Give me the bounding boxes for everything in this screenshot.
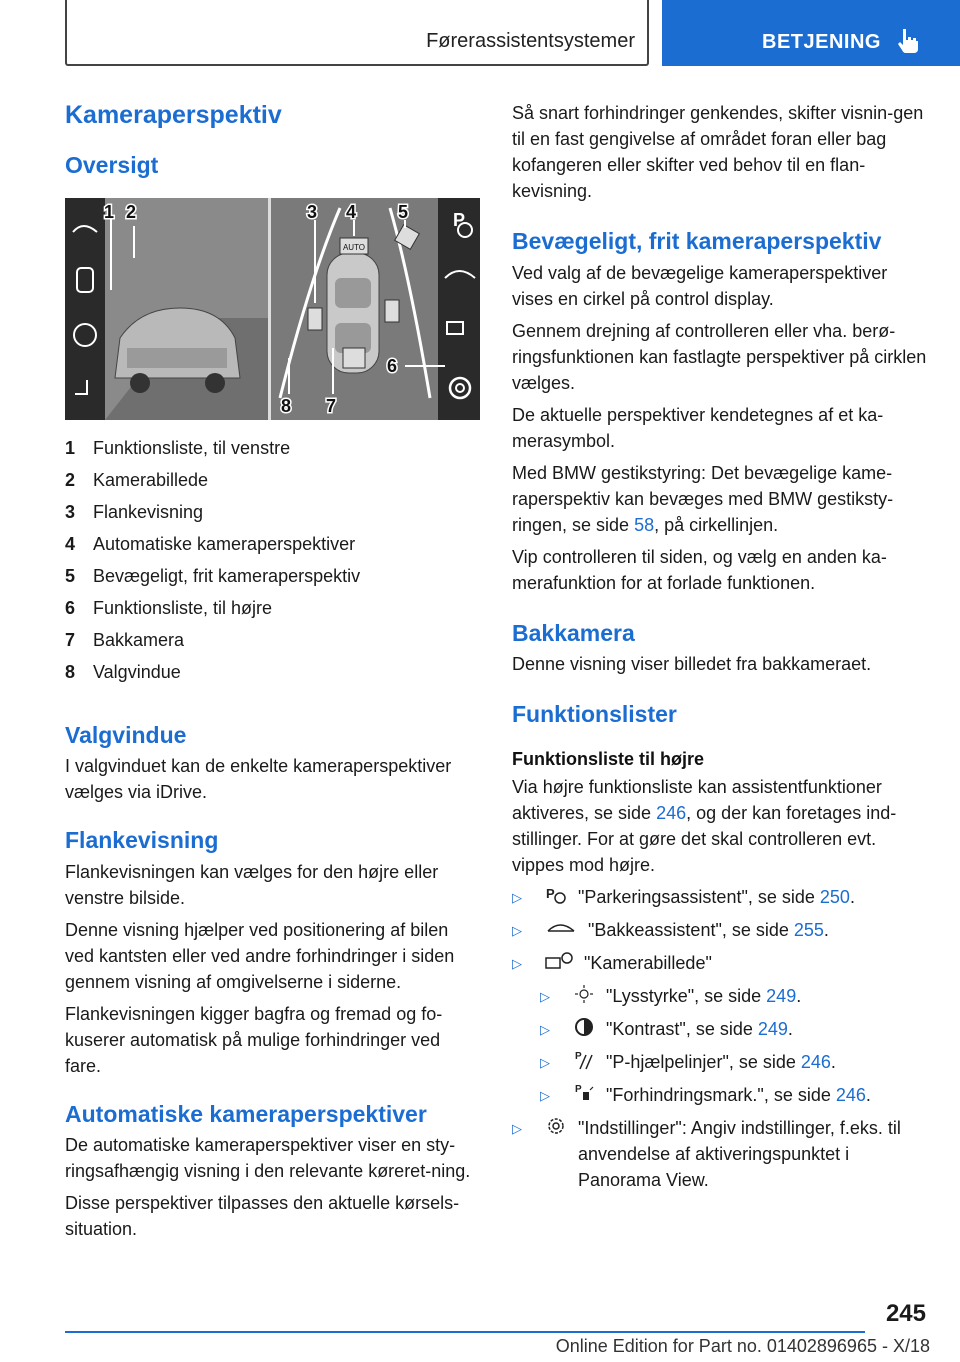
triangle-bullet-icon: ▷ — [540, 1021, 550, 1037]
header-section-title: Førerassistentsystemer — [426, 30, 635, 52]
list-item: ▷ P "Forhindringsmark.", se side 246. — [540, 1082, 927, 1109]
camera-settings-icon — [542, 950, 576, 972]
figure-legend — [65, 432, 480, 688]
legend-item: 1 Funktionsliste, til venstre — [65, 437, 291, 458]
triangle-bullet-icon: ▷ — [512, 889, 522, 905]
triangle-bullet-icon: ▷ — [512, 922, 522, 938]
gear-icon — [542, 1115, 570, 1137]
svg-text:P: P — [453, 209, 466, 230]
auto-p2: Disse perspektiver tilpasses den aktuelle kørsels-situation. — [65, 1193, 460, 1240]
callout-1: 1 — [104, 201, 115, 222]
svg-text:P: P — [546, 885, 555, 901]
parking-assistant-icon — [542, 884, 570, 906]
list-item: ▷ "Lysstyrke", se side 249. — [540, 983, 927, 1010]
left-column — [65, 100, 480, 1242]
free-p2: Gennem drejning af controlleren eller vha. berø-ringsfunktionen kan fastlagte perspektiver på cirklen vælges. — [512, 320, 927, 393]
triangle-bullet-icon: ▷ — [512, 1120, 522, 1136]
callout-3: 3 — [307, 201, 318, 222]
intro-paragraph: Så snart forhindringer genkendes, skifter visnin-gen til en fast gengivelse af området foran eller bag kofangeren eller skifter ved behov til en flan-kevisning. — [512, 103, 924, 201]
auto-p1: De automatiske kameraperspektiver viser en sty-ringsafhængig visning i den relevante køreret-ning. — [65, 1135, 471, 1182]
brightness-icon — [570, 983, 598, 1005]
camera-view-figure — [65, 198, 480, 420]
free-p5: Vip controlleren til siden, og vælg en anden ka-merafunktion for at forlade funktionen. — [512, 546, 887, 593]
legend-item: 3 Flankevisning — [65, 501, 204, 522]
legend-item: 7 Bakkamera — [65, 629, 185, 650]
page-link[interactable]: 246 — [800, 1051, 831, 1072]
contrast-icon — [570, 1016, 598, 1038]
list-item: ▷ "Kontrast", se side 249. — [540, 1016, 927, 1043]
page-link[interactable]: 250 — [819, 886, 850, 907]
flankevisning-p3: Flankevisningen kigger bagfra og fremad og fo-kuserer automatisk på mulige forhindringer ved fare. — [65, 1003, 443, 1076]
page-link[interactable]: 246 — [835, 1084, 866, 1105]
free-p4: Med BMW gestikstyring: Det bevægelige kame-raperspektiv kan bevæges med BMW gestiksty-ringen, se side 58, på cirkellinjen. — [512, 462, 894, 535]
callout-2: 2 — [126, 201, 137, 222]
list-item: ▷ P "Parkeringsassistent", se side 250. — [512, 884, 927, 911]
triangle-bullet-icon: ▷ — [540, 1087, 550, 1103]
list-item: ▷ "Kamerabillede" — [512, 950, 927, 977]
page-link[interactable]: 249 — [766, 985, 797, 1006]
valgvindue-text: I valgvinduet kan de enkelte kameraperspektiver vælges via iDrive. — [65, 756, 452, 803]
bakkamera-text: Denne visning viser billedet fra bakkameraet. — [512, 654, 872, 675]
legend-item: 2 Kamerabillede — [65, 469, 209, 490]
callout-7: 7 — [326, 395, 337, 416]
flankevisning-p1: Flankevisningen kan vælges for den højre eller venstre bilside. — [65, 861, 439, 908]
flankevisning-p2: Denne visning hjælper ved positionering af bilen ved kantsten eller ved andre forhindringer i siden gennem visning af omgivelserne i siderne. — [65, 919, 455, 992]
right-column — [512, 100, 927, 1199]
page-link[interactable]: 255 — [793, 919, 824, 940]
callout-4: 4 — [346, 201, 357, 222]
free-p1: Ved valg af de bevægelige kameraperspektiver vises en cirkel på control display. — [512, 262, 888, 309]
funktionslister-heading: Funktionslister — [512, 701, 677, 728]
reverse-assistant-icon — [542, 917, 580, 939]
page-number: 245 — [885, 1300, 926, 1327]
free-perspective-heading: Bevægeligt, frit kameraperspektiv — [512, 228, 882, 254]
page-title: Kameraperspektiv — [65, 101, 282, 129]
triangle-bullet-icon: ▷ — [540, 1054, 550, 1070]
parking-guidelines-icon — [570, 1049, 598, 1071]
callout-8: 8 — [281, 395, 292, 416]
camera-view-illustration — [65, 198, 480, 420]
bakkamera-heading: Bakkamera — [512, 619, 635, 646]
camera-sub-list — [540, 983, 927, 1109]
callout-6: 6 — [387, 355, 398, 376]
funktionsliste-text: Via højre funktionsliste kan assistentfunktioner aktiveres, se side 246, og der kan foretages ind-stillinger. For at gøre det skal controlleren evt. vippes mod højre. — [512, 776, 897, 875]
page-link[interactable]: 249 — [757, 1018, 788, 1039]
footer-divider — [65, 1331, 865, 1333]
svg-text:P: P — [575, 1050, 582, 1062]
auto-heading: Automatiske kameraperspektiver — [65, 1100, 427, 1127]
valgvindue-heading: Valgvindue — [65, 721, 187, 748]
svg-text:P: P — [575, 1083, 582, 1095]
header-chapter-tab[interactable] — [662, 0, 960, 66]
legend-item: 4 Automatiske kameraperspektiver — [65, 533, 356, 554]
flankevisning-heading: Flankevisning — [65, 827, 219, 854]
list-item: ▷ "Indstillinger": Angiv indstillinger, f.eks. til anvendelse af aktiveringspunktet i Panorama View. — [512, 1115, 927, 1193]
funktionsliste-right-heading: Funktionsliste til højre — [512, 748, 705, 769]
page-link[interactable]: 58 — [634, 514, 655, 535]
header-chapter-title: BETJENING — [762, 31, 881, 53]
obstacle-marking-icon — [570, 1082, 598, 1104]
triangle-bullet-icon: ▷ — [512, 955, 522, 971]
callout-5: 5 — [398, 201, 409, 222]
legend-item: 8 Valgvindue — [65, 661, 181, 682]
pointing-hand-icon — [894, 26, 922, 54]
list-item: ▷ P "P-hjælpelinjer", se side 246. — [540, 1049, 927, 1076]
overview-heading: Oversigt — [65, 152, 159, 178]
legend-item: 6 Funktionsliste, til højre — [65, 597, 273, 618]
auto-label: AUTO — [342, 242, 366, 252]
triangle-bullet-icon: ▷ — [540, 988, 550, 1004]
footer-edition: Online Edition for Part no. 01402896965 - X/18 — [555, 1336, 930, 1356]
legend-item: 5 Bevægeligt, frit kameraperspektiv — [65, 565, 361, 586]
function-list-bullets — [512, 884, 927, 1193]
free-p3: De aktuelle perspektiver kendetegnes af et ka-merasymbol. — [512, 404, 884, 451]
list-item: ▷ "Bakkeassistent", se side 255. — [512, 917, 927, 944]
page-link[interactable]: 246 — [656, 802, 687, 823]
